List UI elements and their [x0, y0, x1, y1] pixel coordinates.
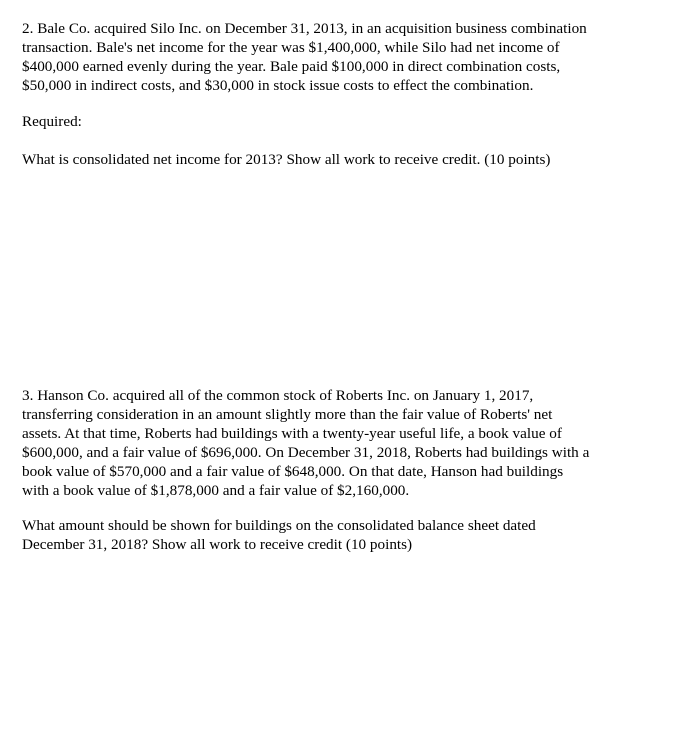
- question-2-paragraph: [22, 19, 662, 95]
- required-label: [22, 112, 662, 131]
- question-3-paragraph: [22, 386, 662, 500]
- question-3-line: with a book value of $1,878,000 and a fair value of $2,160,000.: [22, 482, 410, 499]
- question-2-line: $400,000 earned evenly during the year. Bale paid $100,000 in direct combination costs,: [22, 58, 561, 75]
- question-3-prompt-line: What amount should be shown for buildings on the consolidated balance sheet dated: [22, 517, 536, 534]
- question-3-prompt-line: December 31, 2018? Show all work to receive credit (10 points): [22, 536, 413, 553]
- question-3-line: $600,000, and a fair value of $696,000. On December 31, 2018, Roberts had buildings with a: [22, 444, 590, 461]
- question-2-prompt: [22, 150, 662, 169]
- question-2-line: transaction. Bale's net income for the year was $1,400,000, while Silo had net income of: [22, 39, 560, 56]
- question-3-line: book value of $570,000 and a fair value of $648,000. On that date, Hanson had buildings: [22, 463, 564, 480]
- question-2-prompt-text: What is consolidated net income for 2013? Show all work to receive credit. (10 points): [22, 151, 551, 168]
- question-3-line: 3. Hanson Co. acquired all of the common stock of Roberts Inc. on January 1, 2017,: [22, 387, 534, 404]
- question-2-line: 2. Bale Co. acquired Silo Inc. on December 31, 2013, in an acquisition business combination: [22, 20, 587, 37]
- question-3-prompt: [22, 516, 662, 554]
- question-3-line: transferring consideration in an amount slightly more than the fair value of Roberts' net: [22, 406, 553, 423]
- question-2-line: $50,000 in indirect costs, and $30,000 in stock issue costs to effect the combination.: [22, 77, 534, 94]
- required-label-text: Required:: [22, 113, 82, 130]
- question-3-line: assets. At that time, Roberts had buildings with a twenty-year useful life, a book value of: [22, 425, 562, 442]
